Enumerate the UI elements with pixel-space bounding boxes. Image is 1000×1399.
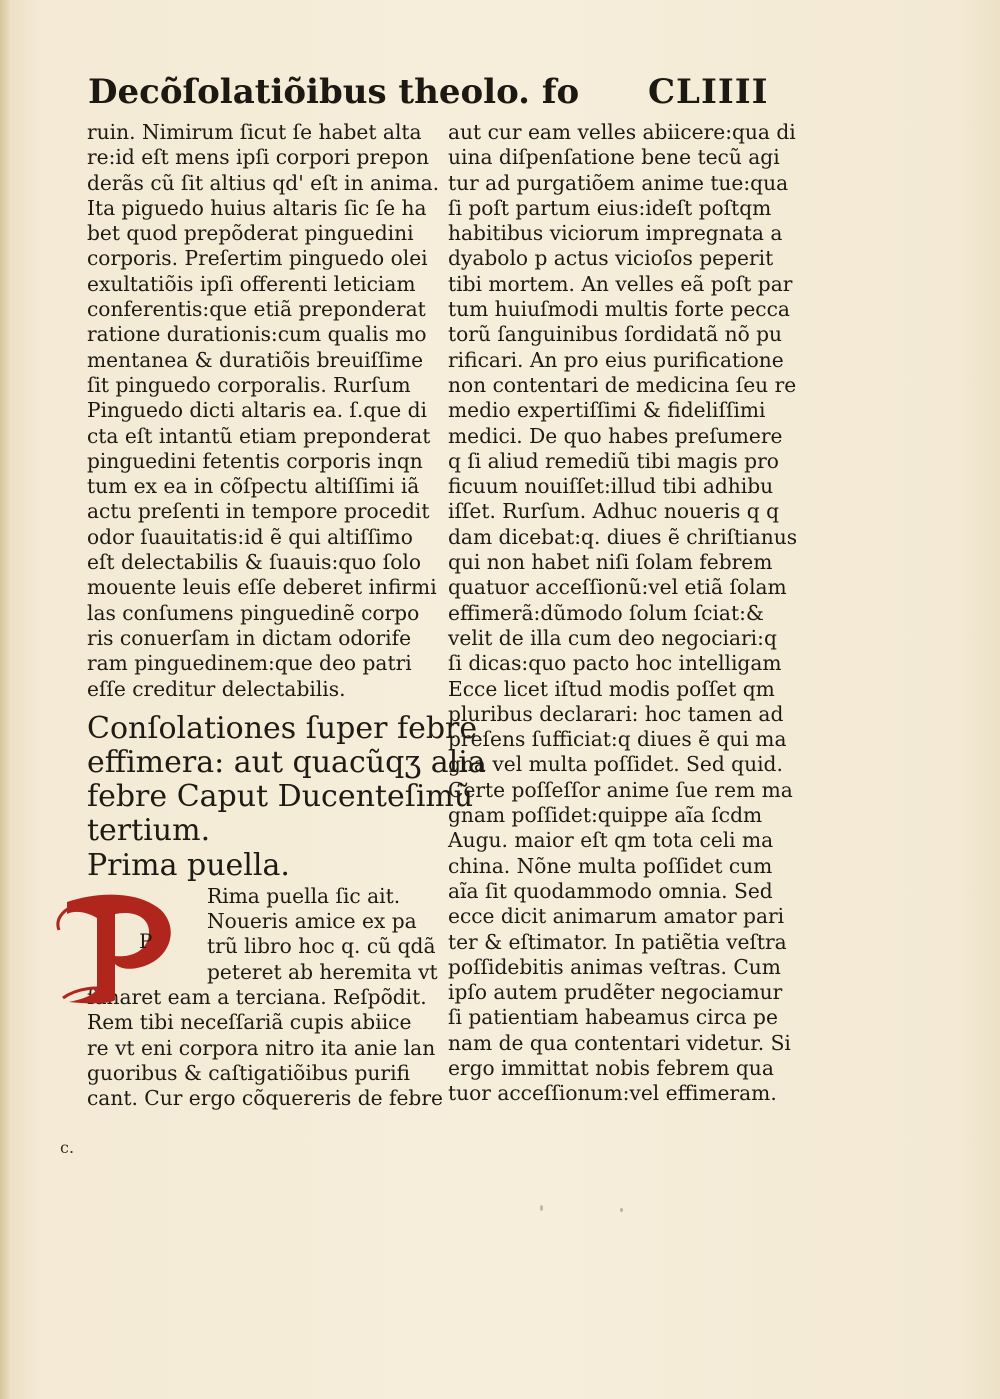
text-line: habitibus viciorum impregnata a [448,221,783,246]
text-line: guoribus & caſtigatiõibus purifi [87,1060,410,1085]
text-line: ſi patientiam habeamus circa pe [448,1005,778,1030]
text-line: medio expertiſſimi & fideliſſimi [448,398,766,423]
text-line: Augu. maior eſt qm tota celi ma [448,828,774,853]
text-line: quatuor acceſſionũ:vel etiã ſolam [448,575,787,600]
text-line: rificari. An pro eius purificatione [448,347,784,372]
text-line: gna vel multa poſſidet. Sed quid. [448,752,783,777]
left-column [87,120,486,1112]
right-column [448,120,798,1107]
text-line: exultatiõis ipſi offerenti leticiam [87,271,416,296]
text-line: Ita piguedo huius altaris ſic ſe ha [87,195,427,220]
folio-number: CLIIII [648,72,769,112]
text-line: mouente leuis eſſe deberet infirmi [87,575,437,600]
text-line: re vt eni corpora nitro ita anie lan [87,1035,436,1060]
text-line: eſt delectabilis & ſuauis:quo ſolo [87,550,421,575]
text-line: ter & eſtimator. In patiẽtia veſtra [448,929,787,954]
text-line: aĩa ſit quodammodo omnia. Sed [448,878,773,903]
text-line: nam de qua contentari videtur. Si [448,1030,791,1055]
text-line: ſi dicas:quo pacto hoc intelligam [448,651,782,676]
text-line: conferentis:que etiã preponderat [87,297,426,322]
text-line: re:id eſt mens ipſi corpori prepon [87,145,430,170]
text-line: ecce dicit animarum amator pari [448,904,785,929]
text-line: q ſi aliud remediũ tibi magis pro [448,448,779,473]
text-line: actu preſenti in tempore procedit [87,499,430,524]
text-line: aut cur eam velles abiicere:qua di [448,120,796,144]
text-line: ergo immittat nobis febrem qua [448,1055,774,1080]
text-line: preſens ſufficiat:q diues ẽ qui ma [448,727,787,752]
text-line: gnam poſſidet:quippe aĩa ſcdm [448,803,763,828]
text-line: velit de illa cum deo negociari:q [448,625,777,650]
text-line: dam dicebat:q. diues ẽ chriſtianus [448,524,798,549]
text-line: ris conuerſam in dictam odorife [87,625,412,650]
text-line: ruin. Nimirum ſicut ſe habet alta [87,120,422,144]
left-text-block [87,120,440,702]
text-line: mentanea & duratiõis breuiſſime [87,347,424,372]
right-text-block [448,120,798,1107]
text-line: trũ libro hoc q. cũ qdã [207,934,436,959]
text-line: cta eſt intantũ etiam preponderat [87,423,431,448]
text-line: ſi poſt partum eius:ideſt poſtqm [448,195,772,220]
ink-speck [540,1205,543,1211]
text-line: tur ad purgatiõem anime tue:qua [448,170,789,195]
text-line: medici. De quo habes preſumere [448,423,783,448]
text-line: ficuum nouiſſet:illud tibi adhibu [448,474,774,499]
running-title: Decõſolatiõibus theolo. fo [88,72,580,112]
text-line: corporis. Preſertim pinguedo olei [87,246,428,271]
text-line: china. Nõne multa poſſidet cum [448,853,773,878]
guide-letter: P [139,928,153,953]
drop-cap-paragraph [87,883,438,985]
signature-mark: c. [60,1138,75,1157]
text-line: Rima puella ſic ait. [207,883,401,908]
text-line: Noueris amice ex pa [207,909,417,934]
text-line: ratione durationis:cum qualis mo [87,322,427,347]
text-line: Ecce licet iſtud modis poſſet qm [448,676,775,701]
text-line: Pinguedo dicti altaris ea. ſ.que di [87,398,427,423]
text-line: iſſet. Rurſum. Adhuc noueris q q [448,499,780,524]
text-line: las conſumens pinguedinẽ corpo [87,600,420,625]
text-line: poſſidebitis animas veſtras. Cum [448,954,781,979]
text-line: cant. Cur ergo cõquereris de febre [87,1086,443,1111]
drop-cap-initial [57,890,177,1008]
text-line: tum huiuſmodi multis forte pecca [448,297,790,322]
text-line: derãs cũ ſit altius qd' eſt in anima. [87,170,440,195]
page-edge [0,0,12,1399]
text-line: qui non habet niſi ſolam febrem [448,550,773,575]
text-line: effimera: aut quacũqʒ alia [87,744,486,780]
text-line: torũ ſanguinibus ſordidatã nõ pu [448,322,783,347]
ink-speck [620,1208,623,1212]
text-line: ipſo autem prudẽter negociamur [448,980,783,1005]
text-line: eſſe creditur delectabilis. [87,676,346,701]
text-line: uina diſpenſatione bene tecũ agi [448,145,780,170]
text-line: ram pinguedinem:que deo patri [87,651,412,676]
text-line: odor ſuauitatis:id ẽ qui altiſſimo [87,524,413,549]
text-line: tum ex ea in cõſpectu altiſſimi iã [87,474,420,499]
text-line: pinguedini fetentis corporis inqn [87,448,423,473]
text-line: bet quod prepõderat pinguedini [87,221,414,246]
text-line: non contentari de medicina ſeu re [448,372,797,397]
text-line: Rem tibi neceſſariã cupis abiice [87,1010,412,1035]
text-line: febre Caput Ducenteſimũ [87,778,474,814]
text-line: tuor acceſſionum:vel effimeram. [448,1081,777,1106]
text-line: tertium. [87,812,211,848]
subheading: Prima puella. [87,847,290,883]
text-line: Certe poſſeſſor anime ſue rem ma [448,777,793,802]
chapter-heading [87,710,486,848]
text-line: tibi mortem. An velles eã poſt par [448,271,793,296]
drop-cap-letter [57,890,177,1008]
text-line: ſanaret eam a terciana. Reſpõdit. [87,985,427,1010]
text-line: effimerã:dũmodo ſolum ſciat:& [448,600,764,625]
text-line: Conſolationes ſuper febre [87,710,478,746]
text-line: pluribus declarari: hoc tamen ad [448,701,784,726]
text-line: ſit pinguedo corporalis. Rurſum [87,372,411,397]
text-line: dyabolo p actus vicioſos peperit [448,246,774,271]
text-line: peteret ab heremita vt [207,959,438,984]
